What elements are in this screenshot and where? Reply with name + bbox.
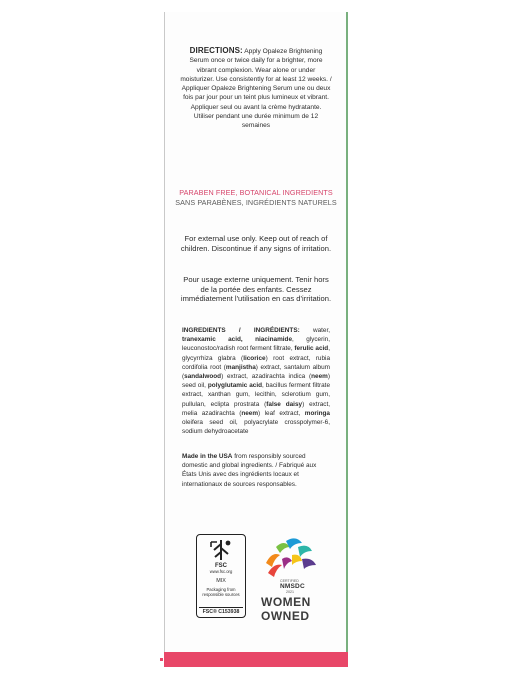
colorful-burst-icon [258, 533, 324, 579]
key-ingredient: sandalwood [184, 373, 222, 381]
key-ingredient: neem [311, 373, 328, 381]
claim-english: PARABEN FREE, BOTANICAL INGREDIENTS [179, 188, 333, 197]
fsc-mix: MIX [216, 578, 226, 584]
key-ingredient: tranexamic acid, niacinamide [182, 336, 293, 344]
ingredient-text: ) seed oil, [182, 373, 330, 390]
directions-text [180, 46, 332, 131]
edge-marker [160, 658, 163, 661]
ingredient-text: ) extract, azadirachta indica ( [221, 373, 312, 381]
key-ingredient: moringa [304, 409, 330, 417]
fsc-code: FSC® C153938 [199, 607, 243, 615]
warning-french: Pour usage externe uniquement. Tenir hors de la portée des enfants. Cessez immédiatement l'utilisation en cas d'irritation. [180, 275, 332, 304]
directions-body: Apply Opaleze Brightening Serum once or twice daily for a brighter, more vibrant complexion. Wear alone or under moisturizer. Use consistently for at least 12 weeks. / Appliquer Opaleze Brightening Serum une ou deux fois par jour pour un teint plus lumineux et vibrant. Appliquer seul ou avant la crème hydratante. Utiliser pendant une durée minimum de 12 semaines [180, 48, 332, 130]
ingredient-text: , glycyrrhiza glabra ( [182, 345, 330, 362]
women-owned-logo [258, 533, 324, 623]
certified-label: CERTIFIED [280, 579, 299, 583]
owned-label: OWNED [261, 609, 310, 623]
nmsdc-label: NMSDC [280, 583, 305, 590]
key-ingredient: false daisy [266, 400, 303, 408]
ingredients-heading: INGREDIENTS / INGRÉDIENTS: [182, 327, 300, 334]
key-ingredient: manjistha [225, 363, 256, 371]
origin-text: from responsibly sourced domestic and global ingredients. / Fabriqué aux États Unis avec des ingrédients locaux et internationaux de sources responsables. [182, 453, 317, 488]
key-ingredient: polyglutamic acid [207, 382, 263, 390]
ingredient-text: , bacillus ferment filtrate extract, xanthan gum, lecithin, sclerotium gum, pullulan, eclipta prostrata ( [182, 382, 330, 408]
directions-heading: DIRECTIONS: [189, 46, 243, 55]
ingredients-list [182, 326, 330, 436]
fsc-logo [196, 534, 246, 618]
bottom-accent-stripe [164, 652, 348, 667]
fsc-packaging-note: Packaging from responsible sources [202, 587, 240, 597]
ingredient-text: ) extract, melia azadirachta ( [182, 400, 331, 417]
ingredient-text: water, [299, 327, 330, 334]
key-ingredient: ferulic acid [294, 345, 329, 353]
ingredient-text: , glycerin, leuconostoc/radish root ferment filtrate, [182, 336, 330, 353]
fsc-url: www.fsc.org [209, 569, 233, 574]
ingredient-text: ) leaf extract, [258, 409, 305, 417]
warning-english: For external use only. Keep out of reach of children. Discontinue if any signs of irritation. [180, 234, 332, 253]
ingredient-text: oleifera seed oil, polyacrylate crosspolymer-6, sodium dehydroacetate [182, 419, 330, 436]
ingredient-text: ) extract, santalum album ( [182, 363, 330, 381]
women-label: WOMEN [261, 595, 311, 609]
origin-statement [182, 452, 330, 489]
made-in-usa: Made in the USA [182, 453, 233, 460]
fsc-tree-icon [208, 538, 234, 562]
certified-year: 2021 [286, 590, 294, 594]
claim-french: SANS PARABÈNES, INGRÉDIENTS NATURELS [175, 198, 337, 207]
ingredient-text: ) root extract, rubia cordifolia root ( [182, 354, 330, 371]
key-ingredient: licorice [243, 354, 266, 362]
fsc-brand: FSC [215, 563, 227, 569]
key-ingredient: neem [241, 409, 259, 417]
